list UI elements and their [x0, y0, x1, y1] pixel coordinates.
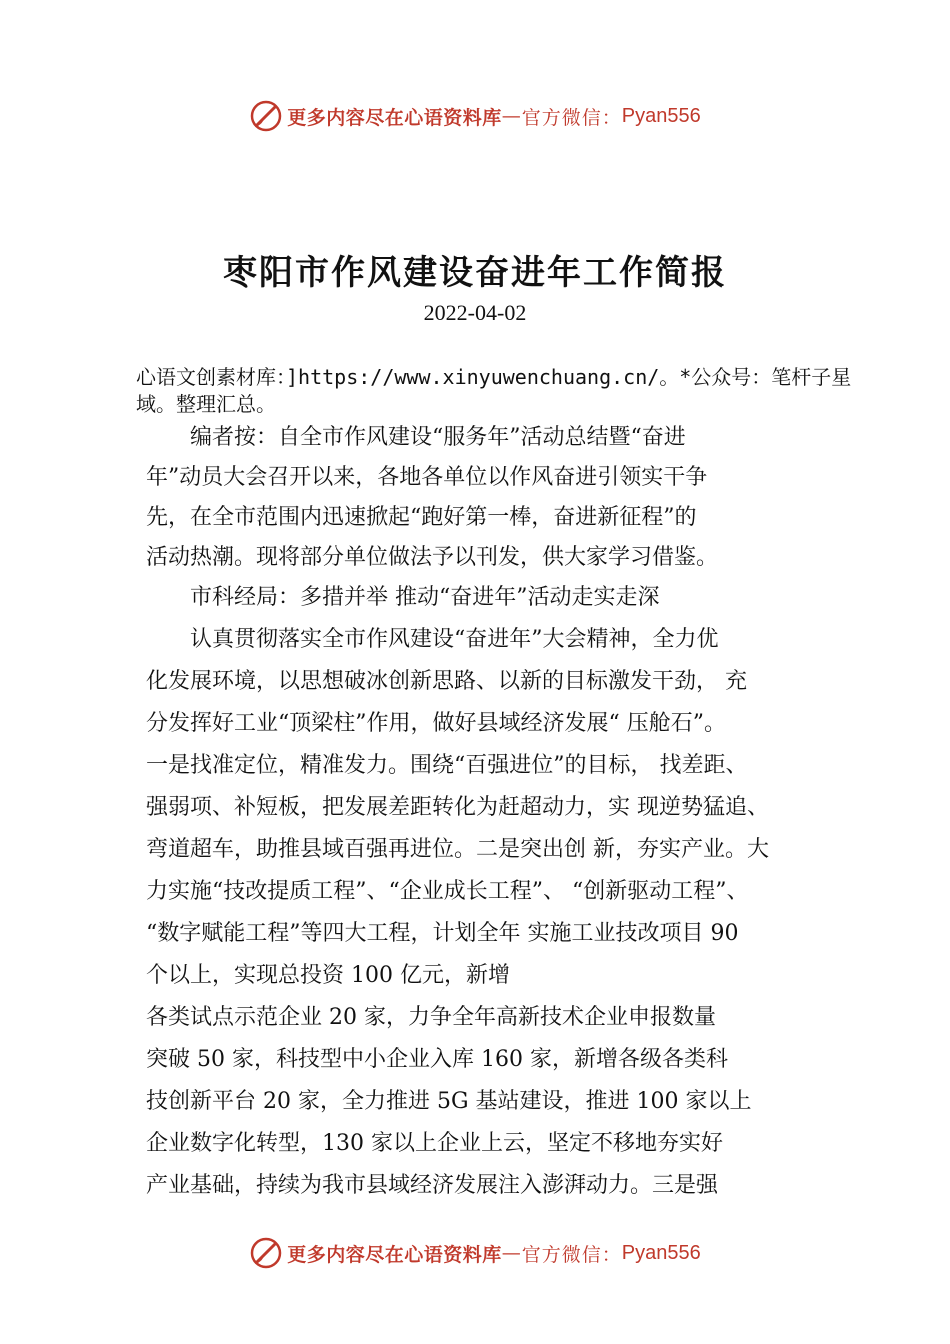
- body-line: 活动热潮。现将部分单位做法予以刊发，供大家学习借鉴。: [146, 545, 719, 570]
- body-line: 个以上，实现总投资 100 亿元，新增: [146, 963, 510, 988]
- brush-logo-icon: [249, 99, 283, 133]
- body-line: 企业数字化转型，130 家以上企业上云，坚定不移地夯实好: [146, 1131, 723, 1156]
- body-line: 分发挥好工业“顶梁柱”作用，做好县域经济发展“ 压舱石”。: [146, 711, 726, 736]
- header-banner: [0, 96, 950, 136]
- body-line: 突破 50 家，科技型中小企业入库 160 家，新增各级各类科: [146, 1047, 728, 1072]
- banner-text: 更多内容尽在心语资料库: [287, 106, 502, 129]
- body-line: 强弱项、补短板，把发展差距转化为赶超动力，实 现逆势猛追、: [146, 795, 769, 820]
- body-line: 认真贯彻落实全市作风建设“奋进年”大会精神，全力优: [146, 627, 719, 652]
- body-line: 年”动员大会召开以来，各地各单位以作风奋进引领实干争: [146, 465, 708, 490]
- section-heading: 市科经局：多措并举 推动“奋进年”活动走实走深: [146, 585, 660, 610]
- body-line: 产业基础，持续为我市县域经济发展注入澎湃动力。三是强: [146, 1173, 719, 1198]
- banner-wechat-label: 官方微信：: [521, 106, 622, 129]
- document-title: 枣阳市作风建设奋进年工作简报: [223, 253, 727, 293]
- source-note: 心语文创素材库：]https://www.xinyuwenchuang.cn/。*公众号：笔杆子星域。整理汇总。: [136, 365, 852, 416]
- brush-logo-icon: [249, 1236, 283, 1270]
- body-line: 编者按：自全市作风建设“服务年”活动总结暨“奋进: [146, 425, 686, 450]
- banner-text: 更多内容尽在心语资料库: [287, 1243, 502, 1266]
- footer-banner: [0, 1233, 950, 1273]
- banner-wechat-id: Pyan556: [621, 1241, 701, 1264]
- body-line: 力实施“技改提质工程”、“企业成长工程”、 “创新驱动工程”、: [146, 879, 749, 904]
- body-line: 一是找准定位，精准发力。围绕“百强进位”的目标， 找差距、: [146, 753, 748, 778]
- body-line: 各类试点示范企业 20 家，力争全年高新技术企业申报数量: [146, 1005, 716, 1030]
- banner-dash: —: [501, 1242, 522, 1264]
- body-line: 弯道超车，助推县域百强再进位。二是突出创 新，夯实产业。大: [146, 837, 769, 862]
- banner-dash: —: [501, 105, 522, 127]
- document-date: 2022-04-02: [423, 300, 527, 325]
- banner-wechat-label: 官方微信：: [521, 1243, 622, 1266]
- banner-wechat-id: Pyan556: [621, 104, 701, 127]
- body-line: “数字赋能工程”等四大工程，计划全年 实施工业技改项目 90: [146, 921, 739, 946]
- body-line: 化发展环境，以思想破冰创新思路、以新的目标激发干劲， 充: [146, 669, 747, 694]
- body-line: 先，在全市范围内迅速掀起“跑好第一棒，奋进新征程”的: [146, 505, 697, 530]
- body-line: 技创新平台 20 家，全力推进 5G 基站建设，推进 100 家以上: [146, 1089, 752, 1114]
